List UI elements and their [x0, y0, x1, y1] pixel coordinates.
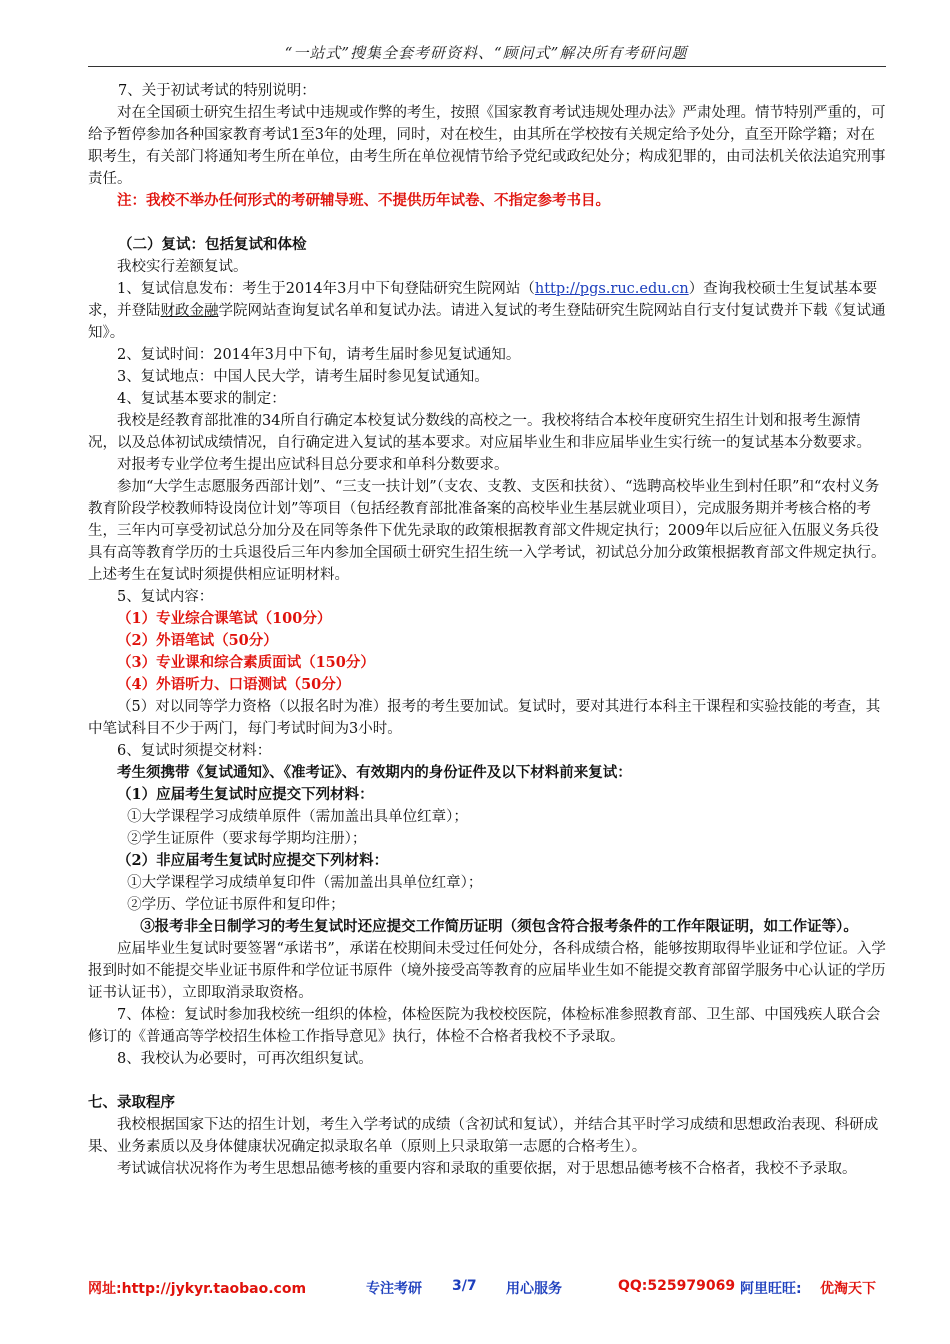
spacer — [88, 212, 886, 234]
paragraph — [88, 278, 886, 344]
underlined-text: 财政金融 — [160, 303, 219, 319]
paragraph: 2、复试时间：2014年3月中下旬，请考生届时参见复试通知。 — [117, 347, 521, 363]
paragraph: 对报考专业学位考生提出应试科目总分要求和单科分数要求。 — [117, 457, 509, 473]
list-item: ②学历、学位证书原件和复印件； — [127, 897, 345, 913]
footer-slogan: 专注考研 — [366, 1281, 422, 1297]
page-footer — [88, 1278, 886, 1300]
paragraph: 5、复试内容： — [117, 589, 214, 605]
text: 1、复试信息发布：考生于2014年3月中下旬登陆研究生院网站（ — [117, 281, 535, 297]
footer-page-number: 3/7 — [452, 1278, 477, 1294]
header-divider — [88, 66, 886, 67]
list-item: ②学生证原件（要求每学期均注册）； — [127, 831, 367, 847]
paragraph: （5）对以同等学力资格（以报名时为准）报考的考生要加试。复试时，要对其进行本科主干课程和实验技能的考查，其中笔试科目不少于两门，每门考试时间为3小时。 — [88, 699, 881, 737]
document-body — [88, 80, 886, 1180]
page-header: “一站式”搜集全套考研资料、“顾问式”解决所有考研问题 — [284, 44, 688, 62]
list-item: （2）外语笔试（50分） — [117, 632, 278, 649]
paragraph: 3、复试地点：中国人民大学，请考生届时参见复试通知。 — [117, 369, 489, 385]
list-item: （3）专业课和综合素质面试（150分） — [117, 654, 375, 671]
paragraph: 我校是经教育部批准的34所自行确定本校复试分数线的高校之一。我校将结合本校年度研究生招生计划和报考生源情况，以及总体初试成绩情况，自行确定进入复试的基本要求。对应届毕业生和非应届毕业生实行统一的复试基本分数要求。 — [88, 413, 871, 451]
paragraph: 参加“大学生志愿服务西部计划”、“三支一扶计划”（支农、支教、支医和扶贫）、“选聘高校毕业生到村任职”和“农村义务教育阶段学校教师特设岗位计划”等项目（包括经教育部批准备案的高校毕业生基层就业项目），完成服务期并考核合格的考生，三年内可享受初试总分加分及在同等条件下优先录取的政策根据教育部文件规定执行；2009年以后应征入伍服义务兵役具有高等教育学历的士兵退役后三年内参加全国硕士研究生招生统一入学考试，初试总分加分政策根据教育部文件规定执行。上述考生在复试时须提供相应证明材料。 — [88, 479, 886, 583]
footer-website[interactable]: 网址:http://jykyr.taobao.com — [88, 1281, 307, 1297]
footer-wangwang-label: 阿里旺旺: — [740, 1281, 802, 1297]
footer-qq: QQ:525979069 — [618, 1278, 736, 1294]
graduate-school-link[interactable]: http://pgs.ruc.edu.cn — [534, 281, 689, 297]
bold-paragraph: 考生须携带《复试通知》、《准考证》、有效期内的身份证件及以下材料前来复试： — [117, 764, 632, 781]
paragraph: 4、复试基本要求的制定： — [117, 391, 286, 407]
paragraph: 对在全国硕士研究生招生考试中违规或作弊的考生，按照《国家教育考试违规处理办法》严肃处理。情节特别严重的，可给予暂停参加各种国家教育考试1至3年的处理，同时，对在校生，由其所在学校按有关规定给予处分，直至开除学籍；对在职考生，有关部门将通知考生所在单位，由考生所在单位视情节给予党纪或政纪处分；构成犯罪的，由司法机关依法追究刑事责任。 — [88, 105, 886, 187]
paragraph: 6、复试时须提交材料： — [117, 743, 272, 759]
text: 学院网站查询复试名单和复试办法。请进入复试的考生登陆研究生院网站自行支付复试费并下载《复试通知》。 — [88, 303, 886, 341]
subheading: （1）应届考生复试时应提交下列材料： — [117, 786, 374, 803]
footer-wangwang-value: 优淘天下 — [820, 1281, 876, 1297]
subheading: （2）非应届考生复试时应提交下列材料： — [117, 852, 389, 869]
section-heading: 7、关于初试考试的特别说明： — [118, 83, 316, 99]
paragraph: 8、我校认为必要时，可再次组织复试。 — [117, 1051, 373, 1067]
spacer — [88, 1070, 886, 1092]
list-item: ①大学课程学习成绩单原件（需加盖出具单位红章）； — [127, 809, 468, 825]
list-item: （1）专业综合课笔试（100分） — [117, 610, 332, 627]
paragraph: 考试诚信状况将作为考生思想品德考核的重要内容和录取的重要依据，对于思想品德考核不合格者，我校不予录取。 — [117, 1161, 857, 1177]
section-heading: （二）复试：包括复试和体检 — [118, 236, 307, 253]
paragraph: 我校根据国家下达的招生计划，考生入学考试的成绩（含初试和复试），并结合其平时学习成绩和思想政治表现、科研成果、业务素质以及身体健康状况确定拟录取名单（原则上只录取第一志愿的合格考生）。 — [88, 1117, 879, 1155]
paragraph: 应届毕业生复试时要签署“承诺书”，承诺在校期间未受过任何处分，各科成绩合格，能够按期取得毕业证和学位证。入学报到时如不能提交毕业证书原件和学位证书原件（境外接受高等教育的应届毕业生如不能提交教育部留学服务中心认证的学历证书认证书），立即取消录取资格。 — [88, 941, 886, 1001]
bold-paragraph: ③报考非全日制学习的考生复试时还应提交工作简历证明（须包含符合报考条件的工作年限证明，如工作证等）。 — [140, 918, 858, 935]
text: ）查询我校硕士生复试基本要求，并登陆 — [88, 281, 878, 319]
list-item: ①大学课程学习成绩单复印件（需加盖出具单位红章）； — [127, 875, 483, 891]
footer-slogan: 用心服务 — [506, 1281, 562, 1297]
red-notice: 注：我校不举办任何形式的考研辅导班、不提供历年试卷、不指定参考书目。 — [117, 192, 610, 209]
section-heading: 七、录取程序 — [88, 1094, 175, 1111]
paragraph: 7、体检：复试时参加我校统一组织的体检，体检医院为我校校医院，体检标准参照教育部、卫生部、中国残疾人联合会修订的《普通高等学校招生体检工作指导意见》执行，体检不合格者我校不予录取。 — [88, 1007, 881, 1045]
list-item: （4）外语听力、口语测试（50分） — [117, 676, 351, 693]
paragraph: 我校实行差额复试。 — [117, 259, 248, 275]
